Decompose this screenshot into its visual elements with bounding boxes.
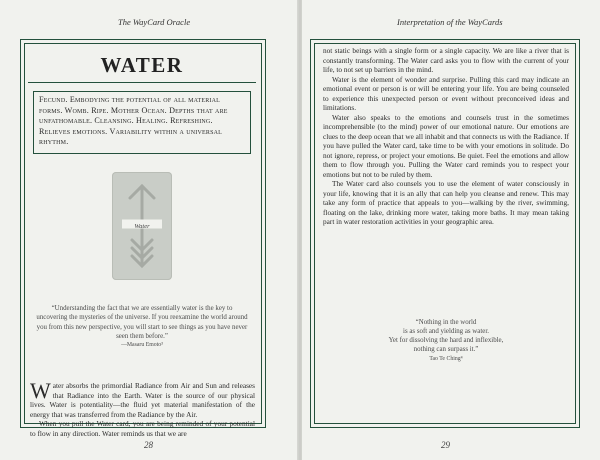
title-box [28,46,256,83]
water-card-image [112,172,172,280]
page-number-right: 29 [441,440,450,450]
quote-attribution: —Masaru Emoto³ [121,342,163,349]
page-number-left: 28 [144,440,153,450]
page-frame-left [20,39,266,438]
page-frame-right [310,39,580,428]
quote-line: nothing can surpass it.” [413,345,479,353]
card-label: Water [134,223,150,230]
paragraph: Water also speaks to the emotions and counsels trust in the sometimes incomprehensible (to the mind) power of our emotional nature. Our emotions are clues to the deep ocean that we all inhabit and that connects us with the Radiance. If you have pulled the Water card, take time to be with your emotions in solitude. Do not ignore, repress, or project your emotions. Be quiet. Feel the emotions and allow them to flow through you. Pulling the Water card reminds you to respect your emotions but not to be ruled by them. [323,112,569,179]
quote-line: Yet for dissolving the hard and inflexible, [388,336,504,344]
paragraph: not static beings with a single form or a single capacity. We are like a river that is constantly transforming. The Water card asks you to flow with the current of your life, to not set up barriers in the mind. [323,46,569,74]
emoto-quote [36,304,248,350]
body-text-right [323,46,569,227]
left-page [0,0,298,460]
page-title: WATER [100,53,184,77]
quote-text: “Understanding the fact that we are essentially water is the key to uncovering the mysteries of the universe. If you reexamine the world around you from this new perspective, you will start to see things as you have never seen them before.” [36,305,248,340]
tao-quote [351,319,541,364]
quote-attribution: Tao Te Ching⁴ [429,355,463,362]
paragraph: When you pull the Water card, you are being reminded of your potential to flow in any direction. Water reminds us that we are [30,419,255,438]
body-text-left [30,378,255,439]
quote-line: is as soft and yielding as water. [403,327,489,335]
running-head-right: Interpretation of the WayCards [397,17,503,27]
paragraph: Water is the element of wonder and surprise. Pulling this card may indicate an emotional event or person is or will be entering your life. You are being counseled to experience this unexpected person or event without preconceived ideas and limitations. [323,74,569,112]
keywords-box: Fecund. Embodying the potential of all material forms. Womb. Ripe. Mother Ocean. Depths that are unfathomable. Cleansing. Healing. Refreshing. Relieves emotions. Variability within a universal rhythm. [33,91,251,154]
drop-cap: W [30,378,51,403]
paragraph: ater absorbs the primordial Radiance from Air and Sun and releases that Radiance into the Earth. Water is the source of our physical lives. Water is potentiality—the fluid yet material manifestation of the energy that was transferred from the Radiance by the Air. [30,381,255,419]
paragraph: The Water card also counsels you to use the element of water consciously in your life, knowing that it is an ally that can help you cleanse and renew. This may take any form of practice that appeals to you—walking by the river, swimming, floating on the lake, drinking more water, taking more baths. It may mean taking part in water restoration activities in your geographic area. [323,179,569,226]
right-page [302,0,600,460]
quote-line: “Nothing in the world [415,319,477,326]
running-head-left: The WayCard Oracle [118,17,191,27]
